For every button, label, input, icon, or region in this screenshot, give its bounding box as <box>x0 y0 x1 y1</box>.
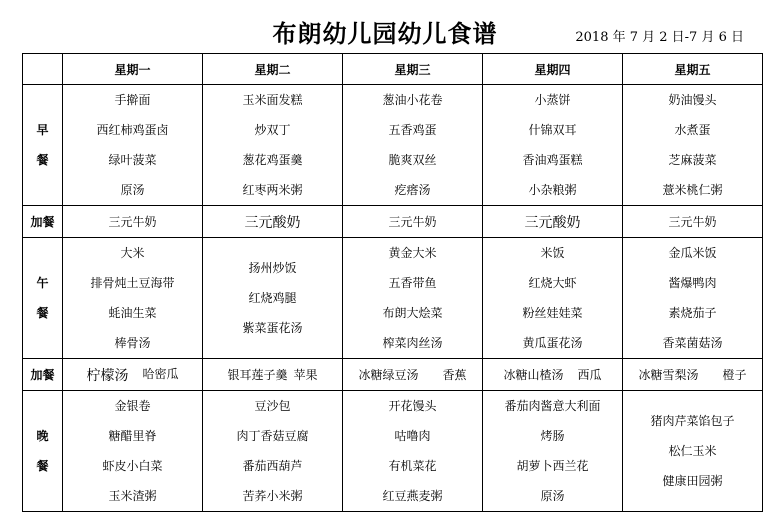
day-header: 星期五 <box>623 54 763 85</box>
menu-cell <box>623 391 763 512</box>
dish: 疙瘩汤 <box>394 183 431 197</box>
dish: 开花馒头 <box>388 399 437 413</box>
drink: 冰糖绿豆汤 <box>358 368 419 382</box>
dish: 肉丁香菇豆腐 <box>236 429 309 443</box>
dish: 奶油馒头 <box>668 93 717 107</box>
dish: 香菜菌菇汤 <box>662 336 723 350</box>
dish: 玉米面发糕 <box>242 93 303 107</box>
dish: 黄瓜蛋花汤 <box>522 336 583 350</box>
menu-cell <box>343 85 483 206</box>
lunch-row <box>23 238 763 359</box>
snack1-row <box>23 206 763 238</box>
dish: 炒双丁 <box>254 123 291 137</box>
snack-cell: 三元牛奶 <box>63 206 203 238</box>
breakfast-row <box>23 85 763 206</box>
dish: 排骨炖土豆海带 <box>90 276 175 290</box>
header-row <box>23 54 763 85</box>
dish: 米饭 <box>540 246 565 260</box>
dish: 五香带鱼 <box>388 276 437 290</box>
dish: 素烧茄子 <box>668 306 717 320</box>
snack-cell: 三元酸奶 <box>203 206 343 238</box>
dish: 紫菜蛋花汤 <box>242 321 303 335</box>
menu-cell <box>623 238 763 359</box>
fruit: 哈密瓜 <box>142 366 179 381</box>
dish: 水煮蛋 <box>674 123 711 137</box>
dish: 糖醋里脊 <box>108 429 157 443</box>
fruit: 苹果 <box>293 368 318 382</box>
dish: 猪肉芹菜馅包子 <box>650 414 735 428</box>
menu-cell <box>63 85 203 206</box>
dish: 小杂粮粥 <box>528 183 577 197</box>
dish: 番茄西葫芦 <box>242 459 303 473</box>
page-title: 布朗幼儿园幼儿食谱 <box>272 20 498 48</box>
dish: 有机菜花 <box>388 459 437 473</box>
menu-cell <box>203 238 343 359</box>
dish: 什锦双耳 <box>528 123 577 137</box>
menu-cell <box>483 85 623 206</box>
fruit: 橙子 <box>722 368 747 382</box>
snack1-label: 加餐 <box>23 206 63 238</box>
drink: 冰糖雪梨汤 <box>638 368 699 382</box>
dish: 葱油小花卷 <box>382 93 443 107</box>
dish: 咕噜肉 <box>394 429 431 443</box>
dinner-row <box>23 391 763 512</box>
menu-cell <box>63 391 203 512</box>
menu-cell <box>343 238 483 359</box>
snack2-row <box>23 359 763 391</box>
fruit: 西瓜 <box>577 368 602 382</box>
fruit: 香蕉 <box>442 368 467 382</box>
menu-cell <box>483 238 623 359</box>
dish: 苦荞小米粥 <box>242 489 303 503</box>
dish: 健康田园粥 <box>662 474 723 488</box>
drink: 柠檬汤 <box>86 367 129 384</box>
dish: 豆沙包 <box>254 399 291 413</box>
dish: 金瓜米饭 <box>668 246 717 260</box>
snack-cell <box>203 359 343 391</box>
dish: 胡萝卜西兰花 <box>516 459 589 473</box>
dish: 芝麻菠菜 <box>668 153 717 167</box>
dish: 烤肠 <box>540 429 565 443</box>
dish: 红烧鸡腿 <box>248 291 297 305</box>
day-header: 星期三 <box>343 54 483 85</box>
menu-cell <box>623 85 763 206</box>
lunch-label: 午 餐 <box>23 238 63 359</box>
dish: 番茄肉酱意大利面 <box>504 399 601 413</box>
dish: 扬州炒饭 <box>248 261 297 275</box>
dish: 蚝油生菜 <box>108 306 157 320</box>
dish: 粉丝娃娃菜 <box>522 306 583 320</box>
dish: 松仁玉米 <box>668 444 717 458</box>
menu-cell <box>343 391 483 512</box>
snack-cell: 三元牛奶 <box>623 206 763 238</box>
dish: 酱爆鸭肉 <box>668 276 717 290</box>
drink: 冰糖山楂汤 <box>503 368 564 382</box>
snack-cell <box>623 359 763 391</box>
dish: 榨菜肉丝汤 <box>382 336 443 350</box>
day-header: 星期一 <box>63 54 203 85</box>
snack-cell <box>483 359 623 391</box>
dish: 原汤 <box>120 183 145 197</box>
dish: 布朗大烩菜 <box>382 306 443 320</box>
dish: 香油鸡蛋糕 <box>522 153 583 167</box>
menu-cell <box>203 391 343 512</box>
corner-cell <box>23 54 63 85</box>
dish: 脆爽双丝 <box>388 153 437 167</box>
dish: 黄金大米 <box>388 246 437 260</box>
menu-cell <box>483 391 623 512</box>
dish: 小蒸饼 <box>534 93 571 107</box>
day-header: 星期二 <box>203 54 343 85</box>
dish: 红枣两米粥 <box>242 183 303 197</box>
day-header: 星期四 <box>483 54 623 85</box>
drink: 银耳莲子羹 <box>227 368 288 382</box>
snack-cell: 三元酸奶 <box>483 206 623 238</box>
dish: 手擀面 <box>114 93 151 107</box>
dish: 红烧大虾 <box>528 276 577 290</box>
dish: 大米 <box>120 246 145 260</box>
dish: 薏米桃仁粥 <box>662 183 723 197</box>
dinner-label: 晚 餐 <box>23 391 63 512</box>
breakfast-label: 早 餐 <box>23 85 63 206</box>
date-range: 2018 年 7 月 2 日-7 月 6 日 <box>575 30 744 45</box>
snack-cell: 三元牛奶 <box>343 206 483 238</box>
menu-cell <box>203 85 343 206</box>
snack-cell <box>63 359 203 391</box>
menu-cell <box>63 238 203 359</box>
dish: 西红柿鸡蛋卤 <box>96 123 169 137</box>
dish: 玉米渣粥 <box>108 489 157 503</box>
snack2-label: 加餐 <box>23 359 63 391</box>
dish: 虾皮小白菜 <box>102 459 163 473</box>
dish: 原汤 <box>540 489 565 503</box>
menu-table <box>22 53 763 512</box>
dish: 红豆燕麦粥 <box>382 489 443 503</box>
snack-cell <box>343 359 483 391</box>
dish: 棒骨汤 <box>114 336 151 350</box>
dish: 金银卷 <box>114 399 151 413</box>
dish: 五香鸡蛋 <box>388 123 437 137</box>
dish: 葱花鸡蛋羹 <box>242 153 303 167</box>
dish: 绿叶菠菜 <box>108 153 157 167</box>
